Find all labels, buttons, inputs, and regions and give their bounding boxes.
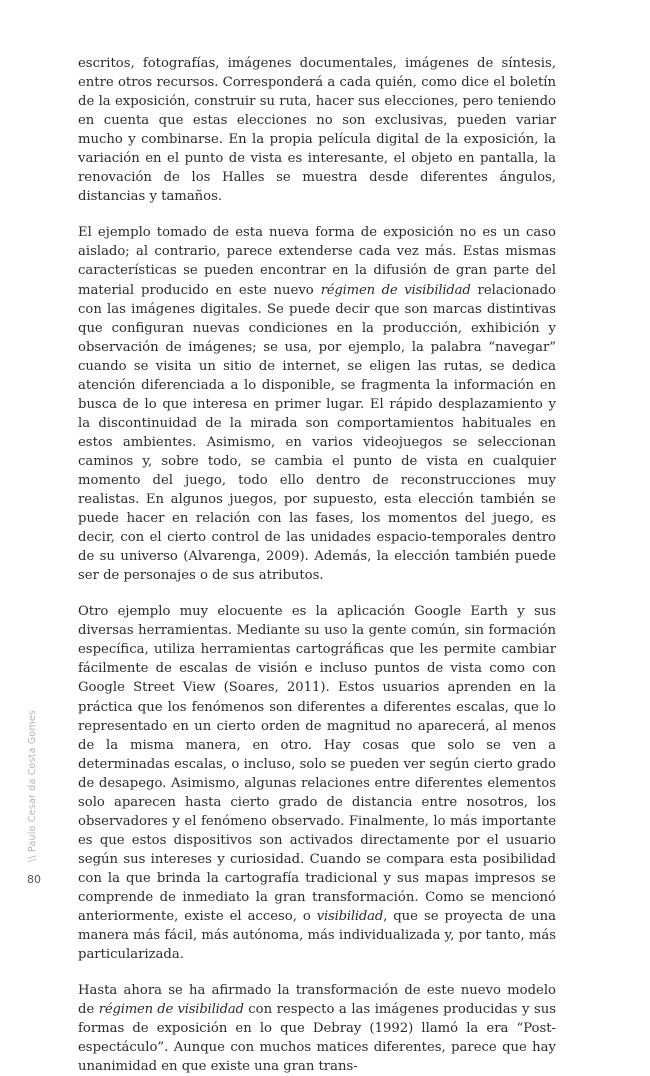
paragraph-4-text-a: Hasta ahora se ha afirmado la transformación de este nuevo modelo de	[78, 983, 556, 1018]
running-head-author: \\ Paulo Cesar da Costa Gomes	[27, 709, 38, 862]
paragraph-1	[78, 54, 556, 206]
paragraph-4-text-b: con respecto a las imágenes producidas y sus formas de exposición en lo que Debray (1992) llamó la era “Post-espectáculo”. Aunque con muchos matices diferentes, parece que hay unanimidad en que existe una gran trans-	[78, 1002, 556, 1075]
paragraph-2-italic-term: régimen de visibilidad	[320, 282, 471, 298]
paragraph-2	[78, 223, 556, 585]
paragraph-3	[78, 602, 556, 964]
page-number: 80	[27, 873, 41, 886]
paragraph-4-italic-term: régimen de visibilidad	[98, 1002, 244, 1018]
paragraph-1-text: escritos, fotografías, imágenes documentales, imágenes de síntesis, entre otros recursos. Corresponderá a cada quién, como dice el boletín de la exposición, construir su ruta, hacer sus elecciones, pero teniendo en cuenta que estas elecciones no son exclusivas, pueden variar mucho y combinarse. En la propia película digital de la exposición, la variación en el punto de vista es interesante, el objeto en pantalla, la renovación de los Halles se muestra desde diferentes ángulos, distancias y tamaños.	[78, 56, 556, 205]
body-text	[78, 54, 556, 1076]
paragraph-3-text-a: Otro ejemplo muy elocuente es la aplicación Google Earth y sus diversas herramientas. Mediante su uso la gente común, sin formación específica, utiliza herramientas cartográficas que les permite cambiar fácilmente de escalas de visión e incluso puntos de vista como con Google Street View (Soares, 2011). Estos usuarios aprenden en la práctica que los fenómenos son diferentes a diferentes escalas, que lo representado en un cierto orden de magnitud no aparecerá, al menos de la misma manera, en otro. Hay cosas que solo se ven a determinadas escalas, o incluso, solo se pueden ver según cierto grado de desapego. Asimismo, algunas relaciones entre diferentes elementos solo aparecen hasta cierto grado de distancia entre nosotros, los observadores y el fenómeno observado. Finalmente, lo más importante es que estos dispositivos son activados directamente por el usuario según sus intereses y curiosidad. Cuando se compara esta posibilidad con la que brinda la cartografía tradicional y sus mapas impresos se comprende de inmediato la gran transformación. Como se mencionó anteriormente, existe el acceso, o	[78, 604, 556, 925]
paragraph-4	[78, 981, 556, 1076]
paragraph-2-text-a: El ejemplo tomado de esta nueva forma de exposición no es un caso aislado; al contrario, parece extenderse cada vez más. Estas mismas características se pueden encontrar en la difusión de gran parte del material producido en este nuevo	[78, 225, 556, 298]
paragraph-2-text-b: relacionado con las imágenes digitales. Se puede decir que son marcas distintivas que configuran nuevas condiciones en la producción, exhibición y observación de imágenes; se usa, por ejemplo, la palabra “navegar” cuando se visita un sitio de internet, se eligen las rutas, se dedica atención diferenciada a lo disponible, se fragmenta la información en busca de lo que interesa en primer lugar. El rápido desplazamiento y la discontinuidad de la mirada son comportamientos habituales en estos ambientes. Asimismo, en varios videojuegos se seleccionan caminos y, sobre todo, se cambia el punto de vista en cualquier momento del juego, todo ello dentro de reconstrucciones muy realistas. En algunos juegos, por supuesto, esta elección también se puede hacer en relación con las fases, los momentos del juego, es decir, con el cierto control de las unidades espacio-temporales dentro de su universo (Alvarenga, 2009). Además, la elección también puede ser de personajes o de sus atributos.	[78, 282, 557, 584]
paragraph-3-text-b: , que se proyecta de una manera más fácil, más autónoma, más individualizada y, por tanto, más particularizada.	[78, 909, 556, 963]
paragraph-3-italic-term: visibilidad	[316, 909, 384, 925]
